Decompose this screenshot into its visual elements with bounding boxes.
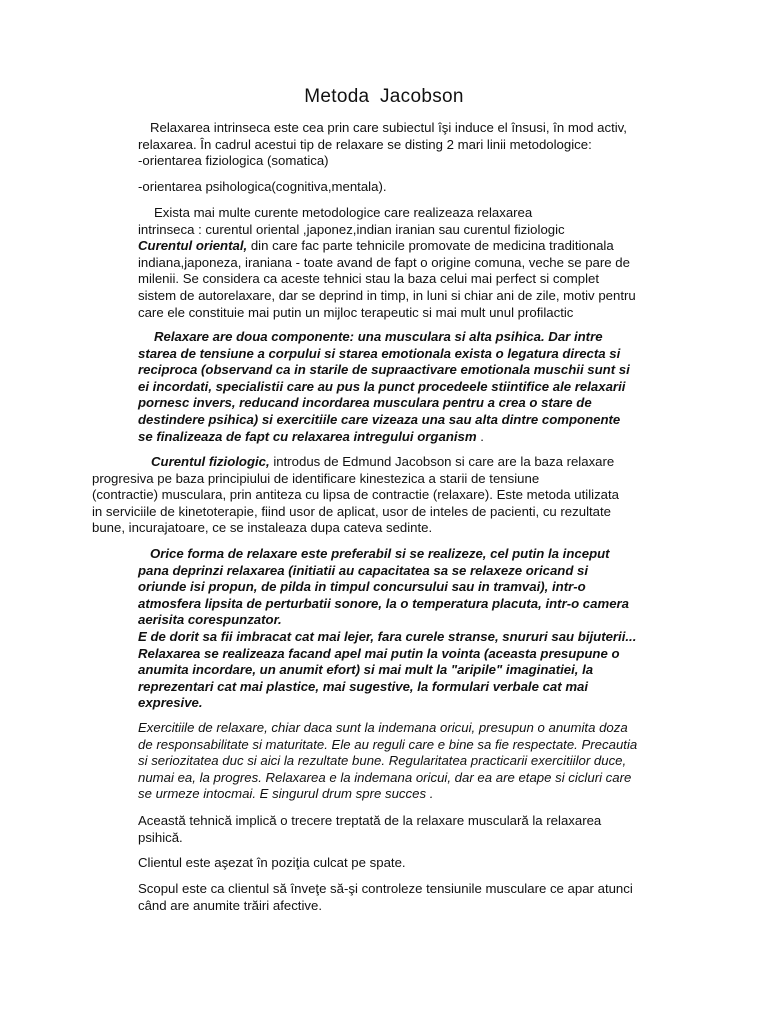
text-line: când are anumite trăiri afective. xyxy=(138,897,322,913)
text-line: starea de tensiune a corpului si starea emotionala exista o legatura directa si xyxy=(138,345,621,361)
text-span: din care fac parte tehnicile promovate de medicina traditionala xyxy=(247,238,614,254)
text-line: Orice forma de relaxare este preferabil si se realizeze, cel putin la inceput xyxy=(150,546,610,561)
paragraph-position xyxy=(138,855,406,872)
text-line: pana deprinzi relaxarea (initiatii au capacitatea sa se relaxeze oricand si xyxy=(138,562,589,578)
paragraph-conditions xyxy=(138,546,636,712)
text-line: milenii. Se considera ca aceste tehnici stau la baza celui mai perfect si complet xyxy=(138,271,600,287)
text-line: relaxarea. În cadrul acestui tip de relaxare se disting 2 mari linii metodologice: xyxy=(138,136,592,152)
text-line: anumita incordare, un anumit efort) si mai mult la "aripile" imaginatiei, la xyxy=(138,662,594,678)
text-line: reprezentari cat mai plastice, mai sugestive, la formulari verbale cat mai xyxy=(138,678,589,694)
text-line: Exercitiile de relaxare, chiar daca sunt la indemana oricui, presupun o anumita doza xyxy=(138,720,628,735)
text-line: numai ea, la progres. Relaxarea e la indemana oricui, dar ea are etape si cicluri care xyxy=(138,769,632,785)
text-line: si seriozitatea duc si aici la rezultate bune. Regularitatea practicarii exercitiilor duce, xyxy=(138,753,627,769)
text-line: in serviciile de kinetoterapie, fiind usor de aplicat, usor de inteles de pacienti, cu rezultate xyxy=(92,503,612,519)
paragraph-goal xyxy=(138,881,633,914)
paragraph-technique xyxy=(138,813,601,846)
text-line: Relaxare are doua componente: una musculara si alta psihica. Dar intre xyxy=(154,329,603,344)
text-line: indiana,japoneza, iraniana - toate avand de fapt o origine comuna, veche se pare de xyxy=(138,254,630,270)
text-line: oriunde isi propun, de pilda in timpul concursului sau in tramvai), intr-o xyxy=(138,579,586,595)
text-span: . xyxy=(476,428,484,444)
text-line: Scopul este ca clientul să înveţe să-şi controleze tensiunile musculare ce apar atunci xyxy=(138,881,633,896)
term-oriental: Curentul oriental, xyxy=(138,238,248,254)
text-line xyxy=(138,238,636,255)
term-physiological: Curentul fiziologic, xyxy=(151,454,270,469)
text-span: introdus de Edmund Jacobson si care are la baza relaxare xyxy=(269,454,615,469)
text-line: -orientarea psihologica(cognitiva,mentala). xyxy=(138,179,387,194)
text-line: destindere psihica) si exercitiile care vizeaza una sau alta dintre componente xyxy=(138,411,621,427)
text-line: intrinseca : curentul oriental ,japonez,indian iranian sau curentul fiziologic xyxy=(138,221,565,237)
text-line: E de dorit sa fii imbracat cat mai lejer, fara curele stranse, snururi sau bijuterii... xyxy=(138,628,637,644)
text-line: Relaxarea intrinseca este cea prin care subiectul îşi induce el însusi, în mod activ, xyxy=(150,120,627,135)
text-line: (contractie) musculara, prin antiteza cu lipsa de contractie (relaxare). Este metoda utilizata xyxy=(92,487,620,503)
text-line: progresiva pe baza principiului de identificare kinestezica a starii de tensiune xyxy=(92,470,540,486)
text-line: bune, incurajatoare, ce se instaleaza dupa cateva sedinte. xyxy=(92,520,433,536)
text-line xyxy=(92,454,619,471)
paragraph-exercises xyxy=(138,720,637,803)
text-line: Această tehnică implică o trecere treptată de la relaxare musculară la relaxarea xyxy=(138,813,602,828)
text-line: Relaxarea se realizeaza facand apel mai putin la vointa (aceasta presupune o xyxy=(138,645,620,661)
text-line: ei incordati, specialistii care au pus la punct procedeele stiintifice ale relaxarii xyxy=(138,378,626,394)
text-line: de responsabilitate si maturitate. Ele au reguli care e bine sa fie respectate. Precautia xyxy=(138,736,638,752)
text-line: sistem de autorelaxare, dar se deprind in timp, in luni si chiar ani de zile, motiv pentru xyxy=(138,287,636,303)
text-line: Clientul este aşezat în poziţia culcat pe spate. xyxy=(138,855,406,870)
text-line: pornesc invers, reducand incordarea musculara pentru a crea o stare de xyxy=(138,395,592,411)
text-line: Exista mai multe curente metodologice care realizeaza relaxarea xyxy=(154,205,533,220)
text-line: expresive. xyxy=(138,695,203,711)
paragraph-currents xyxy=(138,205,636,321)
text-span: se finalizeaza de fapt cu relaxarea intregului organism xyxy=(138,428,477,444)
text-line: reciproca (observand ca in starile de supraactivare emotionala muschii sunt si xyxy=(138,362,630,378)
text-line: -orientarea fiziologica (somatica) xyxy=(138,153,329,169)
text-line: atmosfera lipsita de perturbatii sonore, la o temperatura placuta, intr-o camera xyxy=(138,595,630,611)
text-line: psihică. xyxy=(138,829,183,845)
text-line: aerisita corespunzator. xyxy=(138,612,282,628)
page-title: Metoda Jacobson xyxy=(304,86,464,107)
text-line xyxy=(138,429,630,446)
paragraph-psychological xyxy=(138,179,387,196)
paragraph-intro xyxy=(138,120,627,170)
paragraph-physiological xyxy=(92,454,619,537)
text-line: care ele constituie mai putin un mijloc terapeutic si mai mult unul profilactic xyxy=(138,304,574,320)
paragraph-components xyxy=(138,329,630,445)
text-line: se urmeze intocmai. E singurul drum spre succes . xyxy=(138,786,434,802)
